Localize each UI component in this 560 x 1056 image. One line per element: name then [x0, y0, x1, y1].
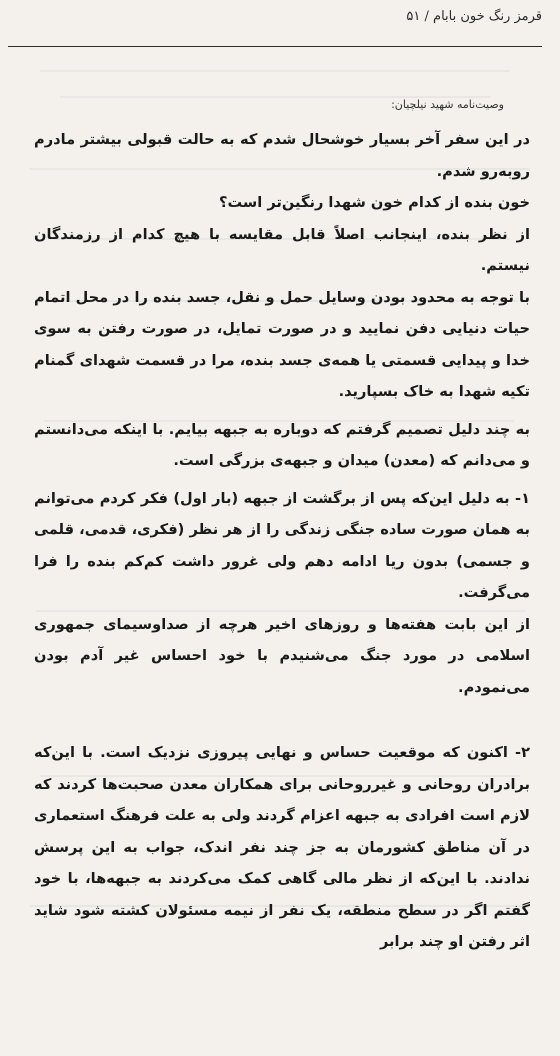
section-label: وصیت‌نامه شهید نیلچیان: — [391, 98, 504, 111]
paragraph: به چند دلیل تصمیم گرفتم که دوباره به جبهه بیایم. با اینکه می‌دانستم و می‌دانم که (معدن) میدان و جبهه‌ی بزرگی است. — [34, 420, 530, 469]
paragraph: با توجه به محدود بودن وسایل حمل و نقل، جسد بنده را در محل اتمام حیات دنیایی دفن نمایید و در صورت تمایل، در صورت رفتن به سوی خدا و پیدایی قسمتی یا همه‌ی جسد بنده، مرا در قسمت شهدای گمنام تکیه شهدا به خاک بسپارید. — [34, 288, 530, 400]
header-rule — [8, 46, 542, 47]
paragraph: ۱- به دلیل این‌که پس از برگشت از جبهه (بار اول) فکر کردم می‌توانم به همان صورت ساده جنگی زندگی را از هر نظر (فکری، قدمی، قلمی و جسمی) بدون ریا ادامه دهم ولی غرور داشت کم‌کم بنده را فرا می‌گرفت. — [34, 489, 530, 601]
paragraph: ۲- اکنون که موقعیت حساس و نهایی پیروزی نزدیک است. با این‌که برادران روحانی و غیرروحانی برای همکاران معدن صحبت‌ها کردند که لازم است افرادی به جبهه اعزام گردند ولی به علت فرهنگ استعماری در آن مناطق کشورمان به جز چند نفر اندک، جواب به این پرسش ندادند. با این‌که از نظر مالی گاهی کمک می‌کردند به جبهه‌ها، با خود گفتم اگر در سطح منطقه، یک نفر از نیمه مسئولان کشته شود شاید اثر رفتن او چند برابر — [34, 744, 530, 950]
paragraph: خون بنده از کدام خون شهدا رنگین‌تر است؟ — [218, 194, 530, 211]
body-text — [34, 124, 530, 958]
paragraph: از نظر بنده، اینجانب اصلاً قابل مقایسه با هیچ کدام از رزمندگان نیستم. — [34, 225, 530, 274]
page-header — [12, 4, 542, 30]
paragraph: از این بابت هفته‌ها و روزهای اخیر هرچه از صداوسیمای جمهوری اسلامی در مورد جنگ می‌شنیدم با خود احساس غیر آدم بودن می‌نمودم. — [34, 615, 530, 696]
running-head: قرمز رنگ خون بابام / ۵۱ — [406, 9, 542, 24]
paragraph: در این سفر آخر بسیار خوشحال شدم که به حالت قبولی بیشتر مادرم روبه‌رو شدم. — [34, 131, 530, 180]
